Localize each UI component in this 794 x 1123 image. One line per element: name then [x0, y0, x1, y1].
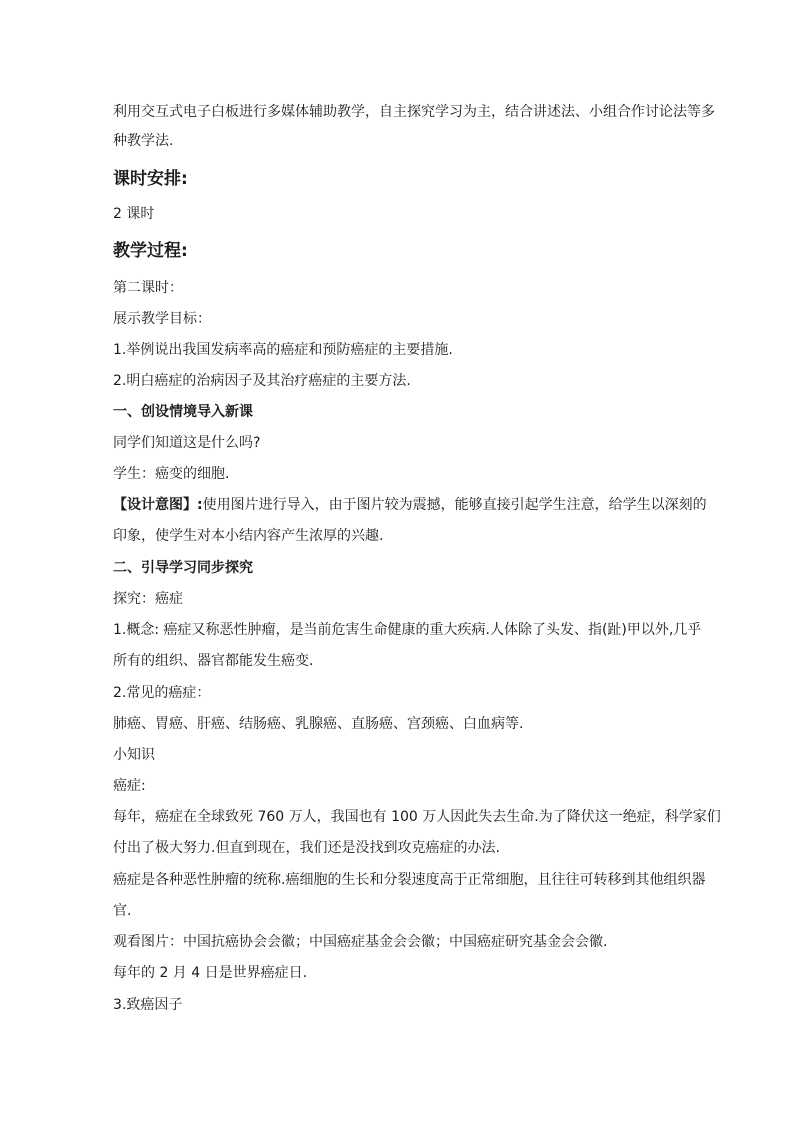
schedule-value: 2 课时	[113, 206, 155, 222]
question-text: 同学们知道这是什么吗?	[113, 435, 261, 451]
common-heading: 2.常见的癌症：	[113, 685, 211, 701]
stats-line-1: 每年，癌症在全球致死 760 万人，我国也有 100 万人因此失去生命.为了降伏这一绝症，科学家们	[113, 809, 721, 825]
process-heading: 教学过程:	[113, 241, 188, 261]
objective-1: 1.举例说出我国发病率高的癌症和预防癌症的主要措施.	[113, 342, 453, 358]
design-intent-text: 使用图片进行导入，由于图片较为震撼，能够直接引起学生注意，给学生以深刻的	[202, 497, 707, 513]
section-2-heading: 二、引导学习同步探究	[113, 560, 253, 576]
concept-line-1: 1.概念: 癌症又称恶性肿瘤，是当前危害生命健康的重大疾病.人体除了头发、指(趾)甲以外,几乎	[113, 622, 702, 638]
stats-line-2: 付出了极大努力.但直到现在，我们还是没找到攻克癌症的办法.	[113, 840, 500, 856]
factors-heading: 3.致癌因子	[113, 997, 183, 1013]
intro-line-1: 利用交互式电子白板进行多媒体辅助教学，自主探究学习为主，结合讲述法、小组合作讨论法等多	[113, 104, 715, 120]
definition-line-2: 官.	[113, 903, 132, 919]
cancer-label: 癌症:	[113, 778, 146, 794]
design-intent-line-2: 印象，使学生对本小结内容产生浓厚的兴趣.	[113, 528, 384, 544]
lesson-label: 第二课时：	[113, 280, 183, 296]
concept-line-2: 所有的组织、器官都能发生癌变.	[113, 653, 314, 669]
student-answer: 学生：癌变的细胞.	[113, 466, 230, 482]
objective-2: 2.明白癌症的治病因子及其治疗癌症的主要方法.	[113, 373, 411, 389]
common-list: 肺癌、胃癌、肝癌、结肠癌、乳腺癌、直肠癌、宫颈癌、白血病等.	[113, 716, 524, 732]
tip-label: 小知识	[113, 747, 155, 763]
schedule-heading: 课时安排:	[113, 169, 188, 189]
section-1-heading: 一、创设情境导入新课	[113, 404, 253, 420]
explore-label: 探究：癌症	[113, 591, 183, 607]
images-line: 观看图片：中国抗癌协会会徽；中国癌症基金会会徽；中国癌症研究基金会会徽.	[113, 934, 608, 950]
intro-line-2: 种教学法.	[113, 133, 174, 149]
cancer-day: 每年的 2 月 4 日是世界癌症日.	[113, 965, 308, 981]
objectives-label: 展示教学目标：	[113, 311, 211, 327]
definition-line-1: 癌症是各种恶性肿瘤的统称.癌细胞的生长和分裂速度高于正常细胞，且往往可转移到其他组织器	[113, 872, 706, 888]
design-intent-line-1	[113, 496, 713, 514]
design-intent-label: 【设计意图】:	[113, 497, 203, 513]
